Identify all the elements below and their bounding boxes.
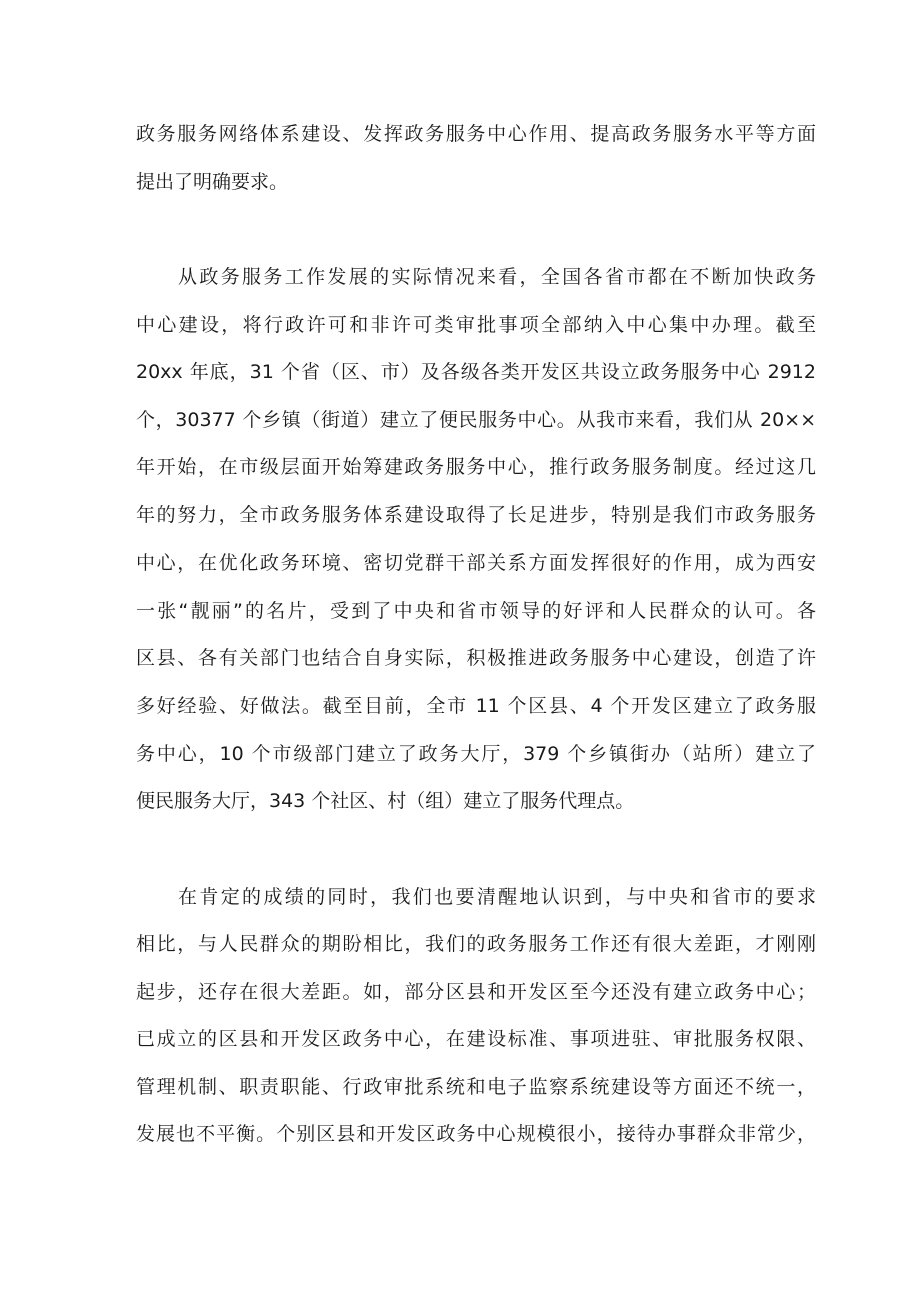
paragraph-3-line-1: 在肯定的成绩的同时，我们也要清醒地认识到，与中央和省市的要求 bbox=[178, 886, 816, 908]
paragraph-1-line-2: 提出了明确要求。 bbox=[136, 171, 289, 193]
paragraph-2-line-2: 中心建设，将行政许可和非许可类审批事项全部纳入中心集中办理。截至 bbox=[136, 314, 816, 336]
paragraph-2-line-10: 多好经验、好做法。截至目前，全市 11 个区县、4 个开发区建立了政务服 bbox=[136, 695, 816, 717]
paragraph-3-line-5: 管理机制、职责职能、行政审批系统和电子监察系统建设等方面还不统一， bbox=[136, 1076, 816, 1098]
paragraph-2-line-4: 个，30377 个乡镇（街道）建立了便民服务中心。从我市来看，我们从 20×× bbox=[136, 409, 816, 431]
paragraph-2-line-6: 年的努力，全市政务服务体系建设取得了长足进步，特别是我们市政务服务 bbox=[136, 504, 816, 526]
paragraph-2-line-3: 20xx 年底，31 个省（区、市）及各级各类开发区共设立政务服务中心 2912 bbox=[136, 361, 816, 383]
paragraph-2-line-1: 从政务服务工作发展的实际情况来看，全国各省市都在不断加快政务 bbox=[178, 266, 816, 288]
paragraph-3-line-4: 已成立的区县和开发区政务中心，在建设标准、事项进驻、审批服务权限、 bbox=[136, 1028, 816, 1050]
paragraph-2-line-7: 中心，在优化政务环境、密切党群干部关系方面发挥很好的作用，成为西安 bbox=[136, 552, 816, 574]
paragraph-2-line-5: 年开始，在市级层面开始筹建政务服务中心，推行政务服务制度。经过这几 bbox=[136, 456, 816, 478]
paragraph-2-line-11: 务中心，10 个市级部门建立了政务大厅，379 个乡镇街办（站所）建立了 bbox=[136, 743, 816, 765]
paragraph-2-line-9: 区县、各有关部门也结合自身实际，积极推进政务服务中心建设，创造了许 bbox=[136, 647, 816, 669]
paragraph-3-line-2: 相比，与人民群众的期盼相比，我们的政务服务工作还有很大差距，才刚刚 bbox=[136, 933, 816, 955]
paragraph-2-line-8: 一张“靓丽”的名片，受到了中央和省市领导的好评和人民群众的认可。各 bbox=[136, 600, 816, 622]
paragraph-1-line-1: 政务服务网络体系建设、发挥政务服务中心作用、提高政务服务水平等方面 bbox=[136, 123, 816, 145]
paragraph-3-line-3: 起步，还存在很大差距。如，部分区县和开发区至今还没有建立政务中心； bbox=[136, 981, 816, 1003]
paragraph-3-line-6: 发展也不平衡。个别区县和开发区政务中心规模很小，接待办事群众非常少， bbox=[136, 1123, 816, 1145]
paragraph-2-line-12: 便民服务大厅，343 个社区、村（组）建立了服务代理点。 bbox=[136, 790, 635, 812]
